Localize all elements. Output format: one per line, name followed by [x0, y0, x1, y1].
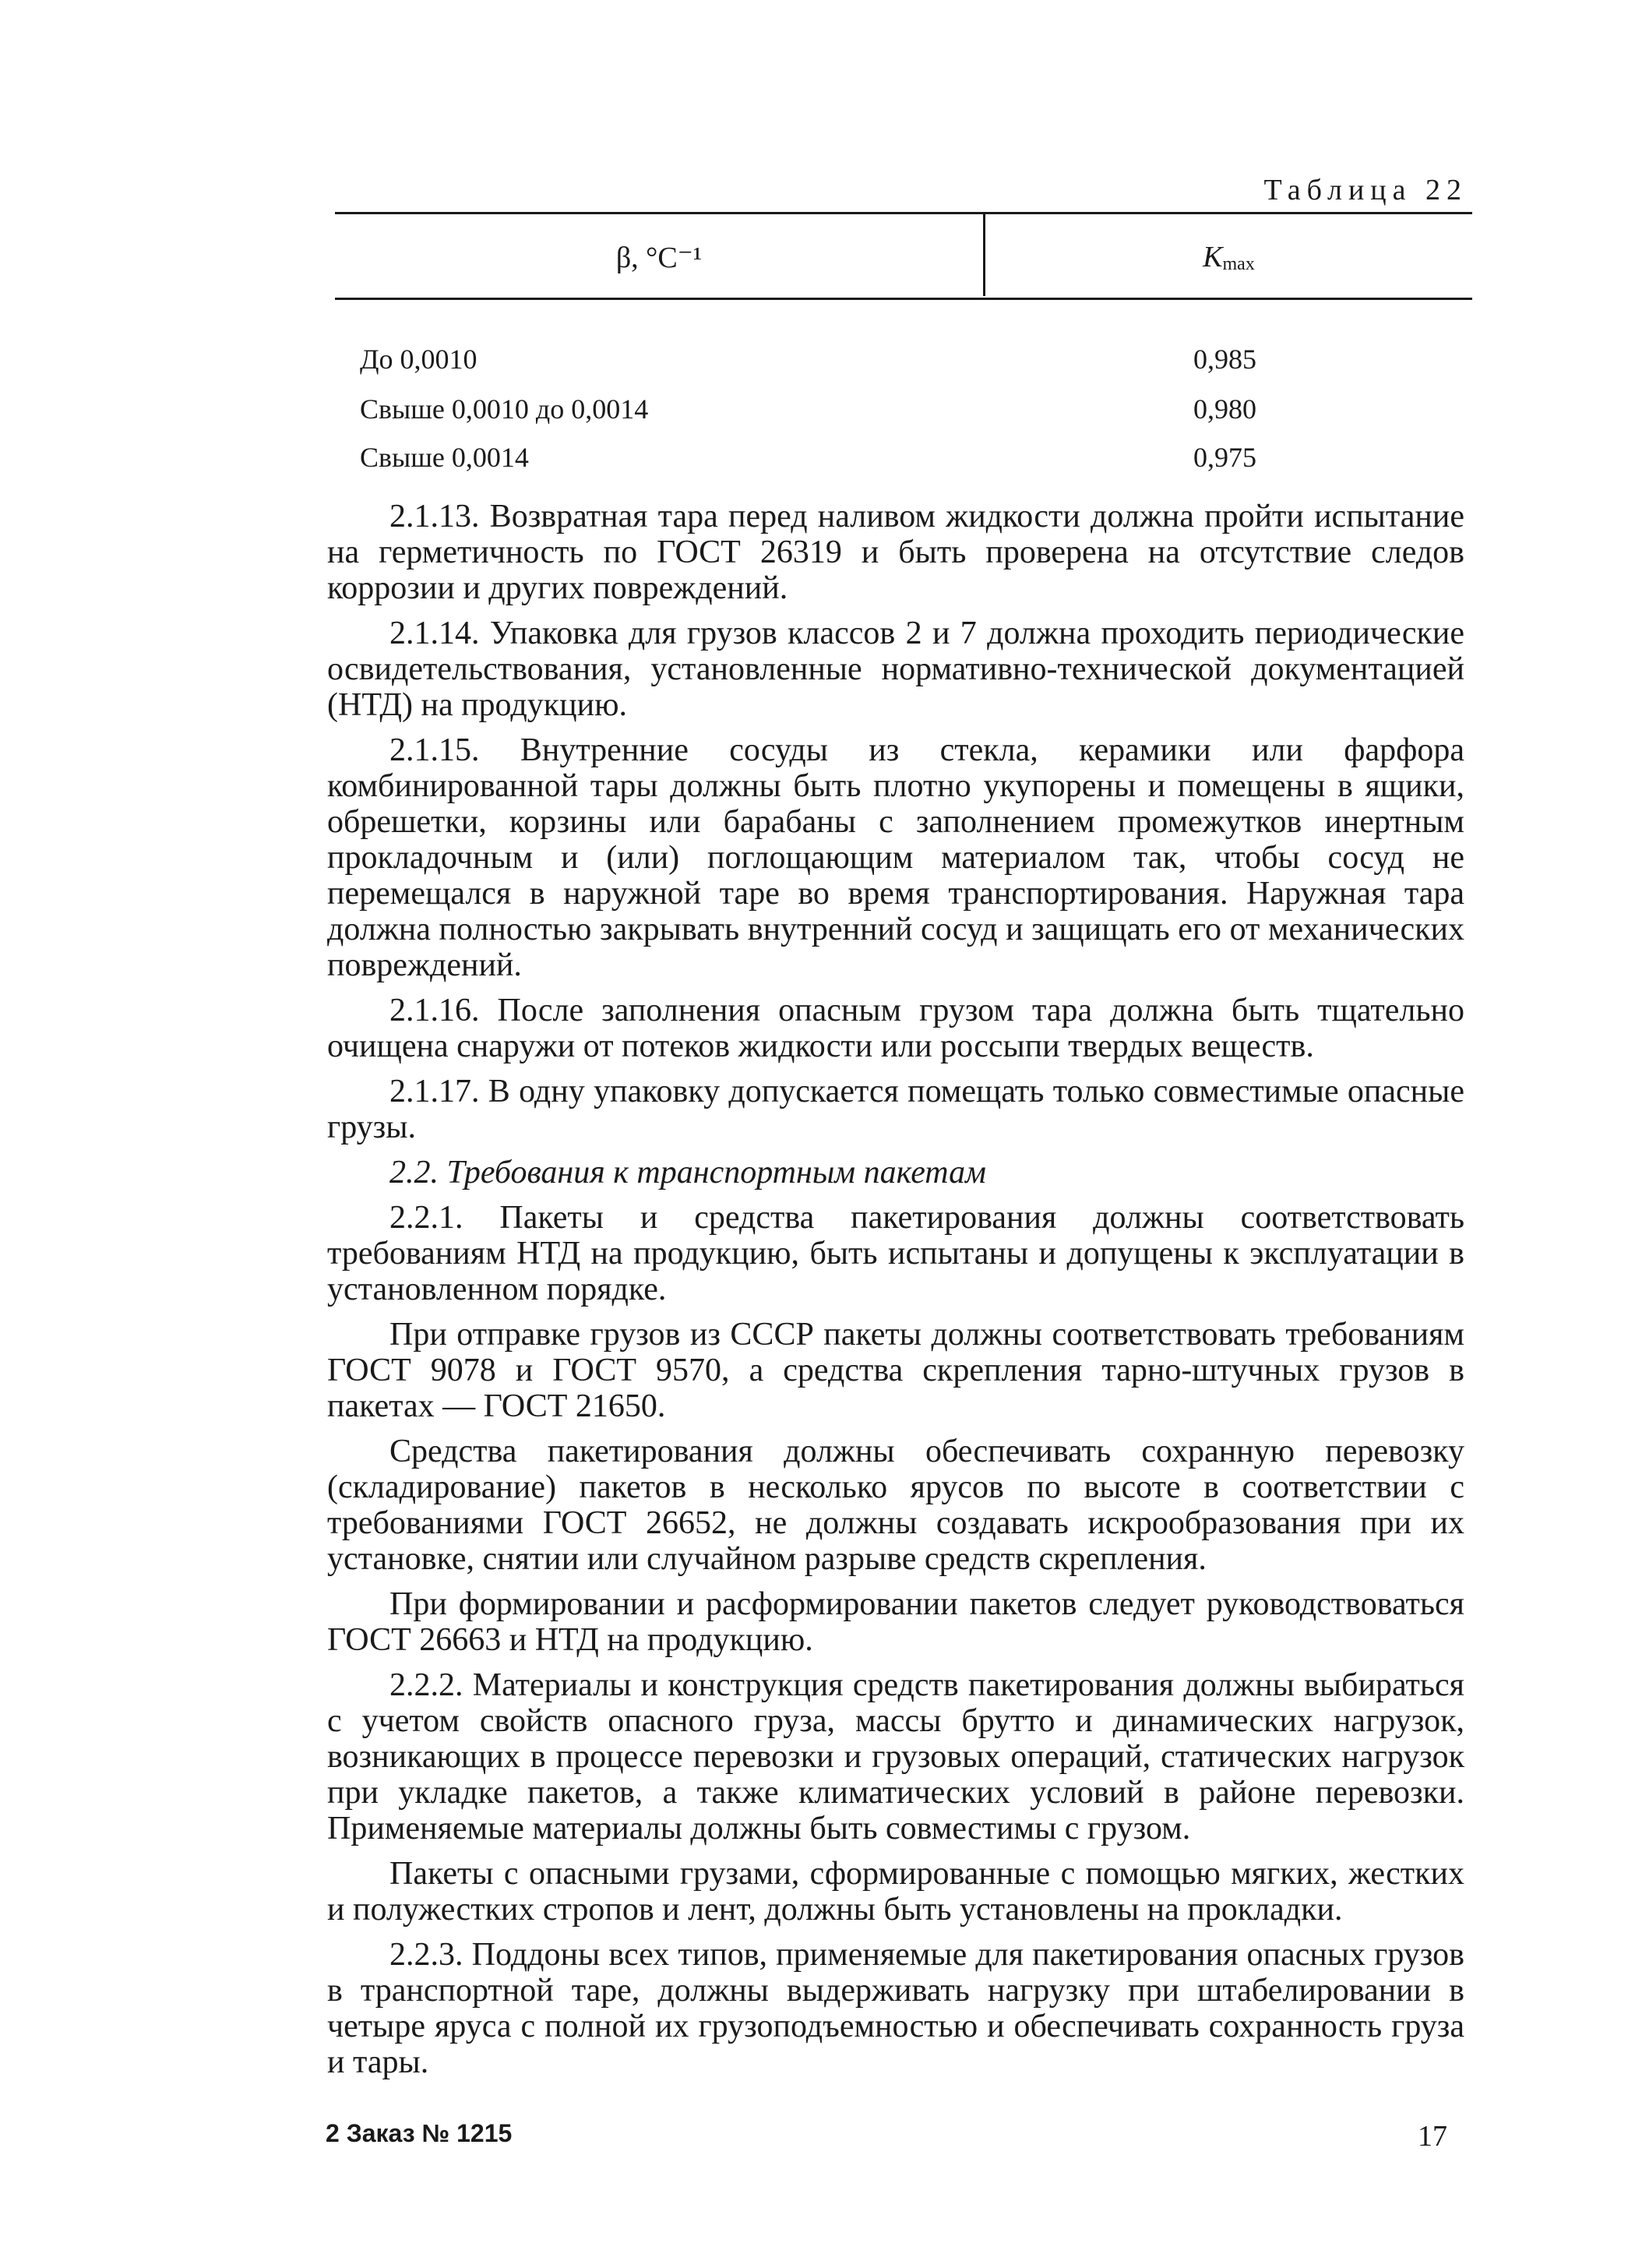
kmax-subscript: max: [1222, 254, 1255, 274]
paragraph-2-2-1: 2.2.1. Пакеты и средства пакетирования должны соответствовать требованиям НТД на продукцию, быть испытаны и допущены к эксплуатации в установленном порядке.: [327, 1200, 1464, 1307]
table-header-kmax: [985, 240, 1472, 275]
body-text: [327, 499, 1464, 2090]
table-row: [360, 441, 1295, 477]
table-row: [360, 343, 1295, 379]
table-cell-value: 0,975: [1193, 442, 1256, 473]
table-header-beta: β, °С⁻¹: [615, 242, 703, 274]
paragraph-packaging-means: Средства пакетирования должны обеспечивать сохранную перевозку (складирование) пакетов в несколько ярусов по высоте в соответствии с требованиями ГОСТ 26652, не должны создавать искрообразования при их установке, снятии или случайном разрыве средств скрепления.: [327, 1434, 1464, 1577]
paragraph-slings: Пакеты с опасными грузами, сформированные с помощью мягких, жестких и полужестких стропов и лент, должны быть установлены на прокладки.: [327, 1856, 1464, 1928]
table-cell-value: 0,985: [1193, 344, 1256, 375]
kmax-symbol: K: [1203, 241, 1223, 273]
table-caption: Таблица 22: [1263, 174, 1468, 206]
page-number: 17: [1418, 2120, 1447, 2153]
order-number: 2 Заказ № 1215: [326, 2119, 513, 2147]
paragraph-2-1-16: 2.1.16. После заполнения опасным грузом тара должна быть тщательно очищена снаружи от потеков жидкости или россыпи твердых веществ.: [327, 993, 1464, 1064]
paragraph-2-1-15: 2.1.15. Внутренние сосуды из стекла, керамики или фарфора комбинированной тары должны быть плотно укупорены и помещены в ящики, обрешетки, корзины или барабаны с заполнением промежутков инертным прокладочным и (или) поглощающим материалом так, чтобы сосуд не перемещался в наружной таре во время транспортирования. Наружная тара должна полностью закрывать внутренний сосуд и защищать его от механических повреждений.: [327, 732, 1464, 983]
paragraph-2-1-13: 2.1.13. Возвратная тара перед наливом жидкости должна пройти испытание на герметичность по ГОСТ 26319 и быть проверена на отсутствие следов коррозии и других повреждений.: [327, 499, 1464, 606]
section-heading-2-2: 2.2. Требования к транспортным пакетам: [389, 1155, 986, 1190]
table-cell-range: До 0,0010: [360, 344, 477, 375]
table-header-bottom-rule: [335, 298, 1472, 300]
table-top-rule: [335, 212, 1472, 214]
table-cell-value: 0,980: [1193, 393, 1256, 425]
paragraph-forming-packages: При формировании и расформировании пакетов следует руководствоваться ГОСТ 26663 и НТД на продукцию.: [327, 1586, 1464, 1658]
paragraph-ussr-shipment: При отправке грузов из СССР пакеты должны соответствовать требованиям ГОСТ 9078 и ГОСТ 9570, а средства скрепления тарно-штучных грузов в пакетах — ГОСТ 21650.: [327, 1317, 1464, 1424]
paragraph-2-1-14: 2.1.14. Упаковка для грузов классов 2 и 7 должна проходить периодические освидетельствования, установленные нормативно-технической документацией (НТД) на продукцию.: [327, 615, 1464, 723]
paragraph-2-1-17: 2.1.17. В одну упаковку допускается помещать только совместимые опасные грузы.: [327, 1074, 1464, 1145]
table-row: [360, 393, 1295, 429]
table-cell-range: Свыше 0,0014: [360, 442, 529, 473]
table-cell-range: Свыше 0,0010 до 0,0014: [360, 393, 649, 425]
paragraph-2-2-2: 2.2.2. Материалы и конструкция средств пакетирования должны выбираться с учетом свойств опасного груза, массы брутто и динамических нагрузок, возникающих в процессе перевозки и грузовых операций, статических нагрузок при укладке пакетов, а также климатических условий в районе перевозки. Применяемые материалы должны быть совместимы с грузом.: [327, 1667, 1464, 1846]
paragraph-2-2-3: 2.2.3. Поддоны всех типов, применяемые для пакетирования опасных грузов в транспортной таре, должны выдерживать нагрузку при штабелировании в четыре яруса с полной их грузоподъемностью и обеспечивать сохранность груза и тары.: [327, 1937, 1464, 2080]
